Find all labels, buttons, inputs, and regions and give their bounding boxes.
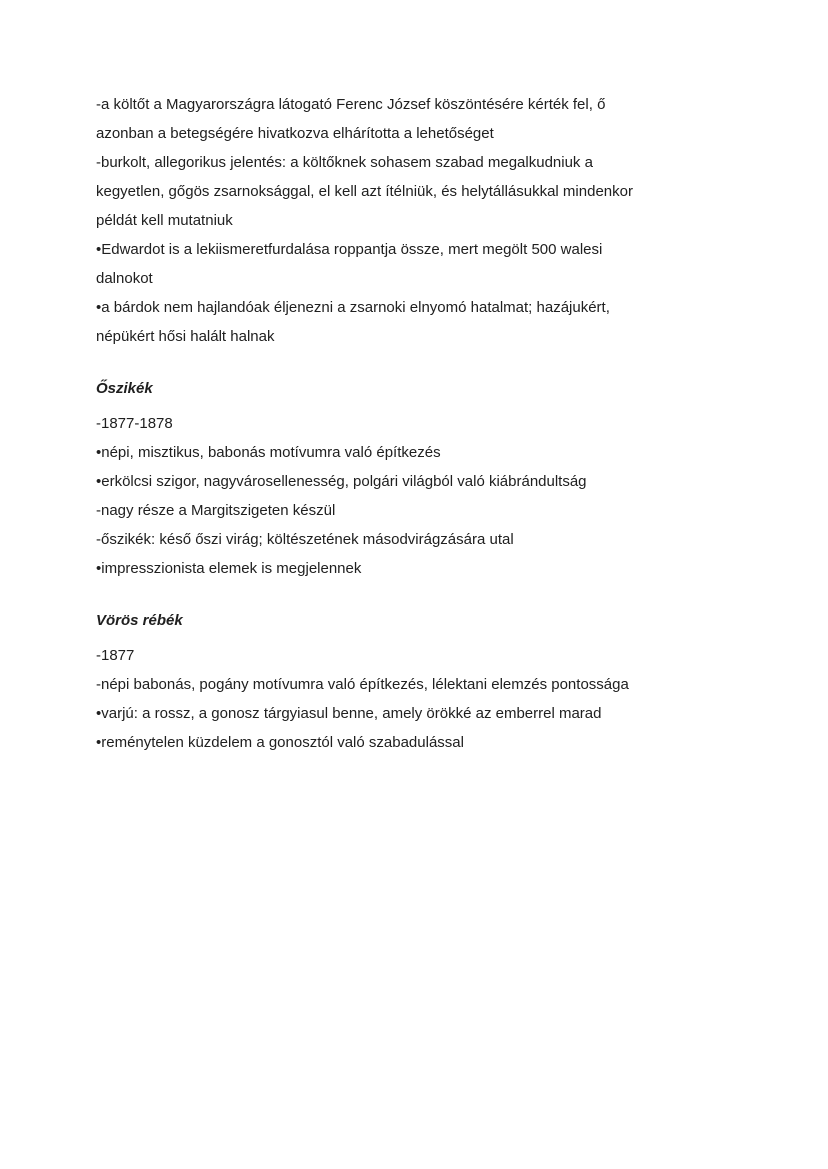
text-line: -1877-1878 — [96, 415, 173, 432]
text-line: példát kell mutatniuk — [96, 212, 233, 229]
section-oszikek — [96, 374, 732, 583]
text-line: kegyetlen, gőgös zsarnoksággal, el kell azt ítélniük, és helytállásukkal mindenkor — [96, 183, 633, 200]
text-line: -nagy része a Margitszigeten készül — [96, 502, 336, 519]
heading-voros-rebek: Vörös rébék — [96, 612, 183, 629]
text-line: -őszikék: késő őszi virág; költészetének másodvirágzására utal — [96, 531, 514, 548]
text-line: •reménytelen küzdelem a gonosztól való szabadulással — [96, 734, 464, 751]
section-voros-rebek — [96, 606, 732, 757]
text-line: -népi babonás, pogány motívumra való építkezés, lélektani elemzés pontossága — [96, 676, 629, 693]
text-line: -a költőt a Magyarországra látogató Ferenc József köszöntésére kérték fel, ő — [96, 96, 606, 113]
text-line: -1877 — [96, 647, 135, 664]
heading-oszikek: Őszikék — [96, 380, 153, 397]
section-walesi-bardok-notes — [96, 90, 732, 351]
text-line: dalnokot — [96, 270, 153, 287]
text-line: •erkölcsi szigor, nagyvárosellenesség, polgári világból való kiábrándultság — [96, 473, 587, 490]
text-line: •varjú: a rossz, a gonosz tárgyiasul benne, amely örökké az emberrel marad — [96, 705, 602, 722]
text-line: •a bárdok nem hajlandóak éljenezni a zsarnoki elnyomó hatalmat; hazájukért, — [96, 299, 610, 316]
text-line: •Edwardot is a lekiismeretfurdalása roppantja össze, mert megölt 500 walesi — [96, 241, 603, 258]
text-line: •népi, misztikus, babonás motívumra való építkezés — [96, 444, 441, 461]
text-line: -burkolt, allegorikus jelentés: a költőknek sohasem szabad megalkudniuk a — [96, 154, 593, 171]
text-line: azonban a betegségére hivatkozva elhárította a lehetőséget — [96, 125, 494, 142]
text-line: népükért hősi halált halnak — [96, 328, 275, 345]
text-line: •impresszionista elemek is megjelennek — [96, 560, 362, 577]
